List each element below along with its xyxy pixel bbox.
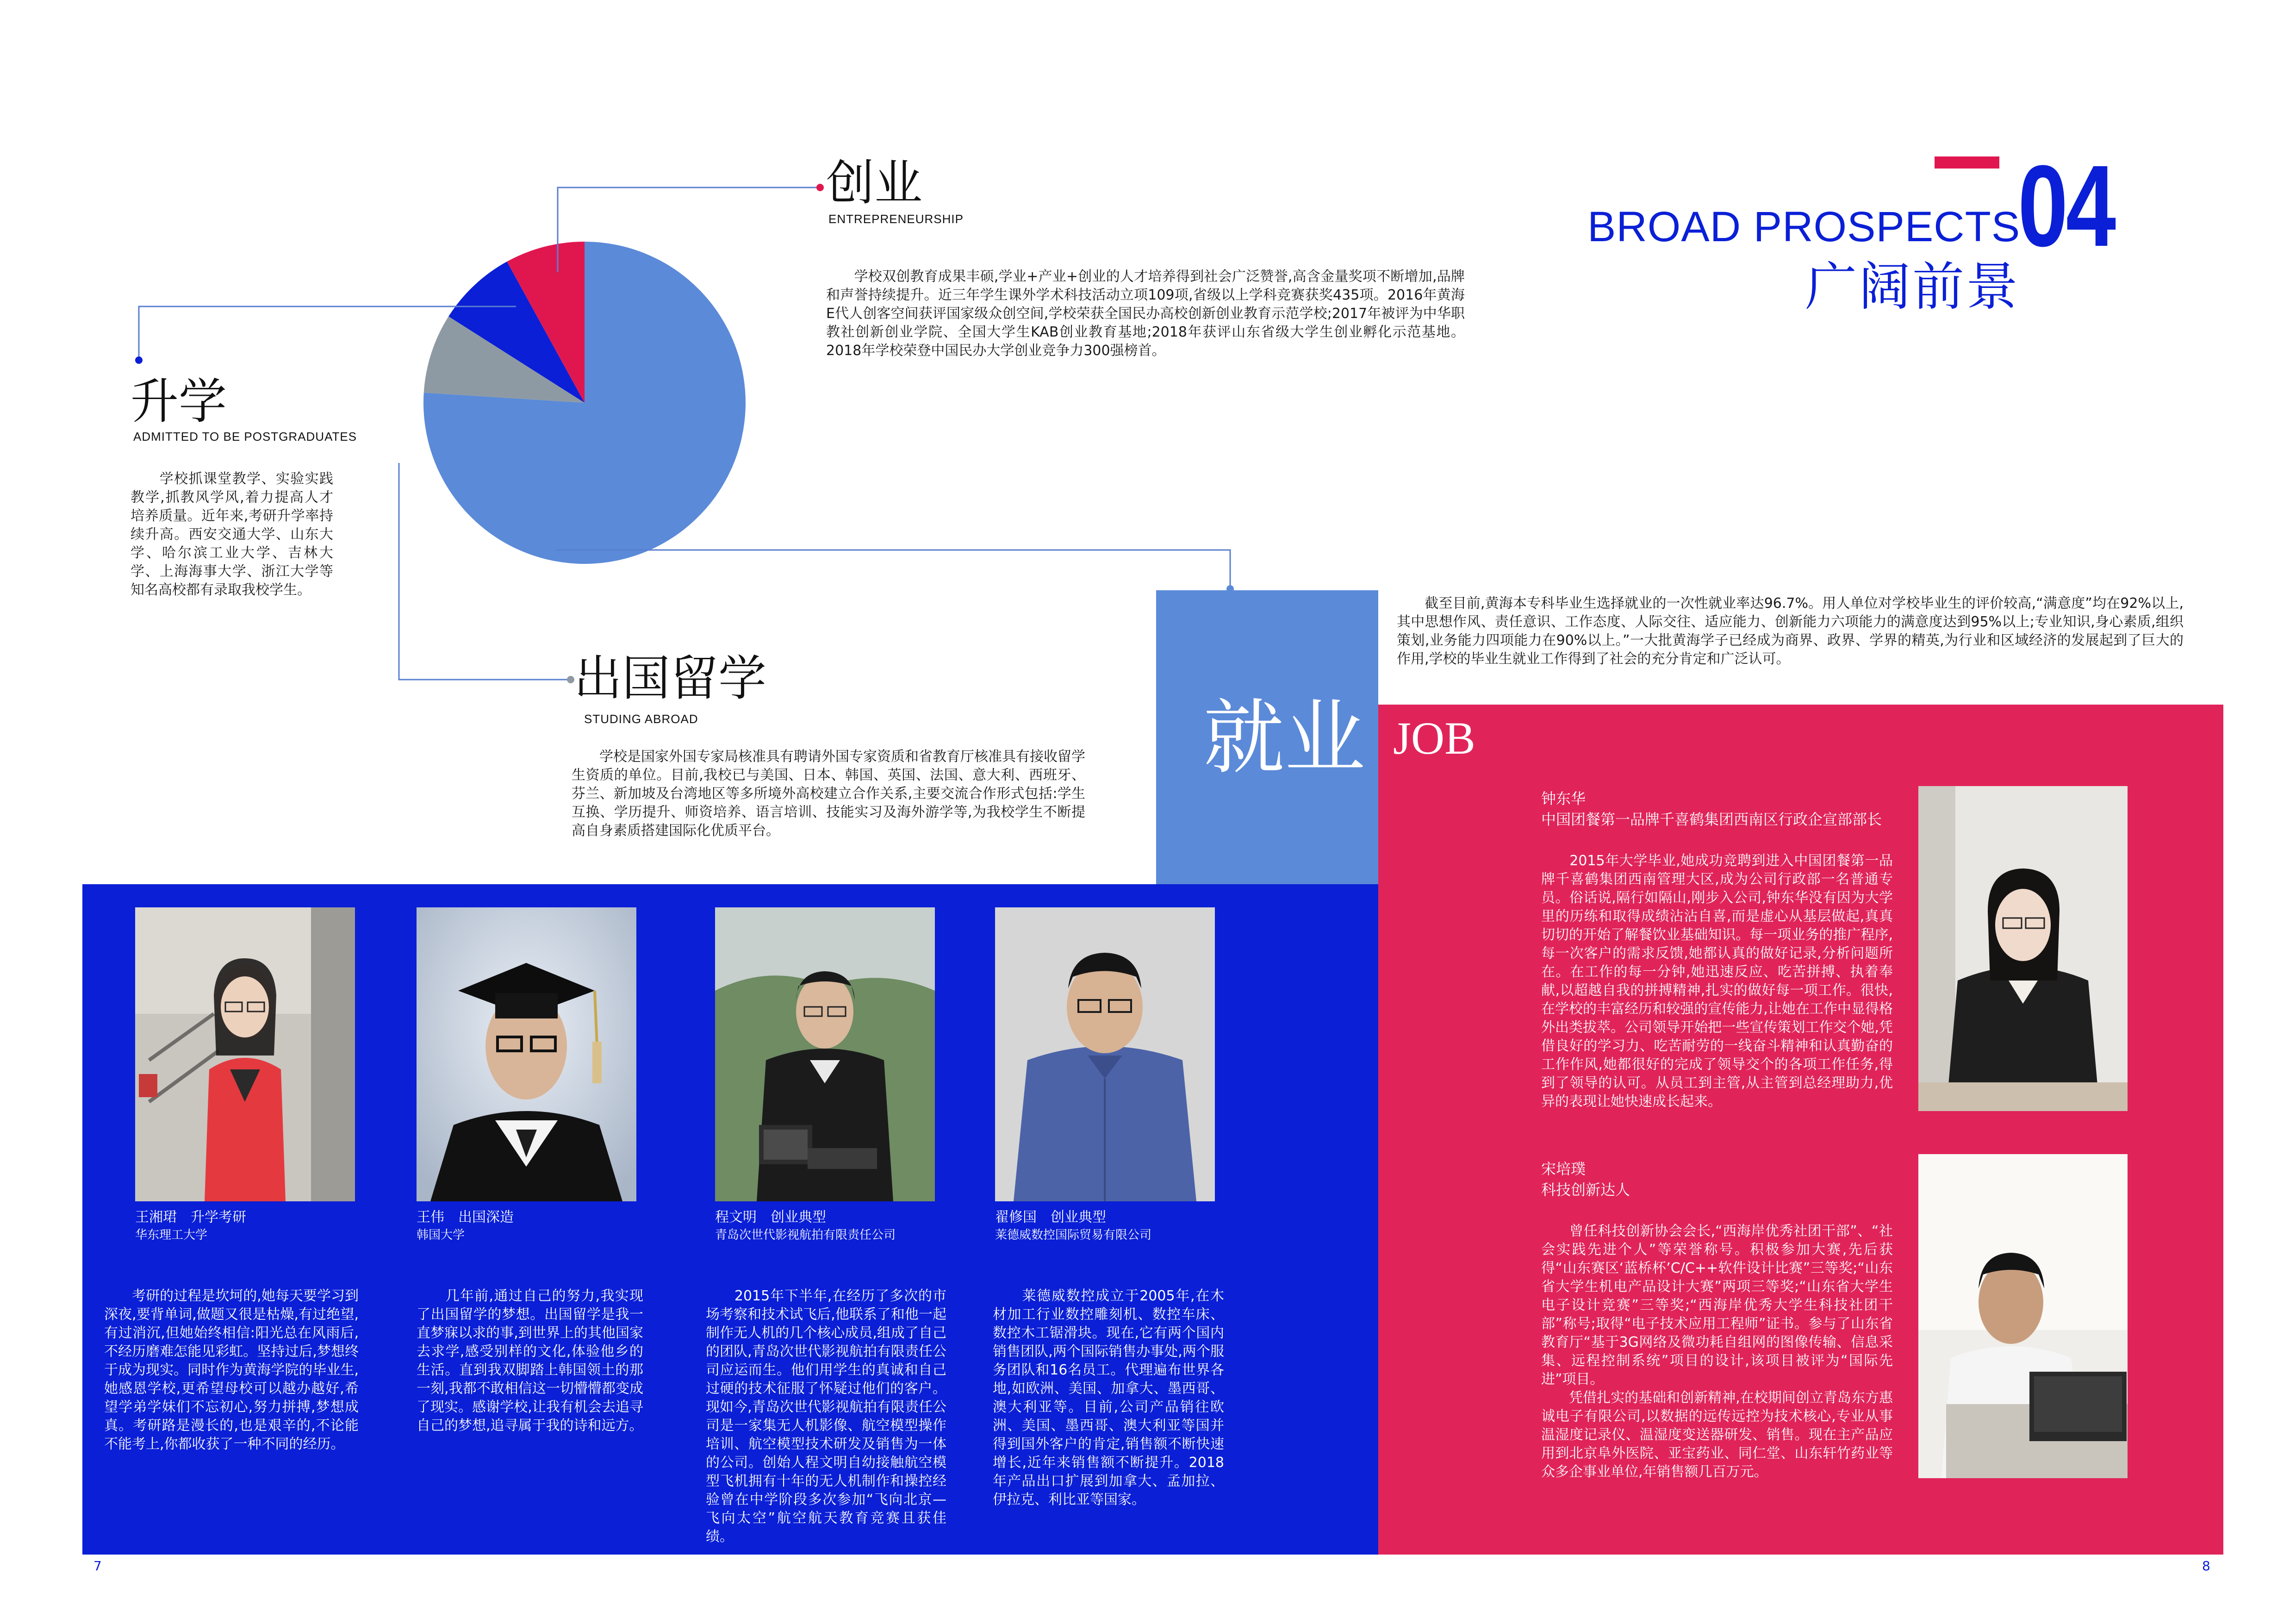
profile-org: 华东理工大学 [135,1228,208,1242]
profile-text: 2015年下半年,在经历了多次的市场考察和技术试飞后,他联系了和他一起制作无人机的几个核心成员,组成了自己的团队,青岛次世代影视航拍有限责任公司应运而生。他们用学生的真诚和自己过硬的技术征服了怀疑过他们的客户。现如今,青岛次世代影视航拍有限责任公司是一家集无人机影像、航空模型操作培训、航空模型技术研发及销售为一体的公司。创始人程文明自幼接触航空模型飞机拥有十年的无人机制作和操控经验曾在中学阶段多次参加“飞向北京—飞向太空”航空航天教育竞赛且获佳绩。 [706,1288,946,1545]
chuangye-subtitle: ENTREPRENEURSHIP [828,212,964,226]
header-title-en: BROAD PROSPECTS [1587,203,2021,250]
profile-org: 莱德威数控国际贸易有限公司 [995,1228,1152,1242]
profile-text: 莱德威数控成立于2005年,在木材加工行业数控雕刻机、数控车床、数控木工锯滑块。现在,它有两个国内销售团队,两个国际销售办事处,两个服务团队和16名员工。代理遍布世界各地,如欧洲、美国、加拿大、墨西哥、澳大利亚等。目前,公司产品销往欧洲、美国、墨西哥、澳大利亚等国并得到国外客户的肯定,销售额不断快速增长,近年来销售额不断提升。2018年产品出口扩展到加拿大、孟加拉、伊拉克、利比亚等国家。 [993,1288,1224,1508]
header-number: 04 [2018,141,2114,270]
job-profile-position: 科技创新达人 [1541,1181,1630,1199]
profile-text: 几年前,通过自己的努力,我实现了出国留学的梦想。出国留学是我一直梦寐以求的事,到世界上的其他国家去求学,感受别样的文化,体验他乡的生活。直到我双脚踏上韩国领土的那一刻,我都不敢相信这一切懵懵都变成了现实。感谢学校,让我有机会去追寻自己的梦想,追寻属于我的诗和远方。 [417,1288,643,1434]
dot-chuangye [816,184,824,191]
pie-slices [423,242,746,564]
chuguo-subtitle: STUDING ABROAD [584,712,698,726]
profile-card [417,1208,648,1243]
chuangye-title: 创业 [826,155,923,211]
job-profile-position: 中国团餐第一品牌千喜鹤集团西南区行政企宣部部长 [1541,811,1882,828]
chuangye-text: 学校双创教育成果丰硕,学业+产业+创业的人才培养得到社会广泛赞誉,高含金量奖项不断增加,品牌和声誉持续提升。近三年学生课外学术科技活动立项109项,省级以上学科竞赛获奖435项。2016年黄海E代人创客空间获评国家级众创空间,学校荣获全国民办高校创新创业教育示范学校;2017年被评为中华职教社创新创业学院、全国大学生KAB创业教育基地;2018年获评山东省级大学生创业孵化示范基地。2018年学校荣登中国民办大学创业竞争力300强榜首。 [826,269,1465,359]
shengxue-text: 学校抓课堂教学、实验实践教学,抓教风学风,着力提高人才培养质量。近年来,考研升学率持续升高。西安交通大学、山东大学、哈尔滨工业大学、吉林大学、上海海事大学、浙江大学等知名高校都有录取我校学生。 [131,471,333,598]
profile-org: 青岛次世代影视航拍有限责任公司 [715,1228,896,1242]
shengxue-subtitle: ADMITTED TO BE POSTGRADUATES [133,430,357,443]
chuguo-text: 学校是国家外国专家局核准具有聘请外国专家资质和省教育厅核准具有接收留学生资质的单位。目前,我校已与美国、日本、韩国、英国、法国、意大利、西班牙、芬兰、新加坡及台湾地区等多所境外高校建立合作关系,主要交流合作形式包括:学生互换、学历提升、师资培养、语言培训、技能实习及海外游学等,为我校学生不断提高自身素质搭建国际化优质平台。 [572,749,1085,839]
connector-jiuye [555,550,1230,590]
header-title-cn: 广阔前景 [1805,257,2020,317]
page-number-right: 8 [2202,1558,2210,1574]
jiuye-text: 截至目前,黄海本专科毕业生选择就业的一次性就业率达96.7%。用人单位对学校毕业生的评价较高,“满意度”均在92%以上,其中思想作风、责任意识、工作态度、人际交往、适应能力、创新能力六项能力的满意度达到95%以上;专业知识,身心素质,组织策划,业务能力四项能力在90%以上。”一大批黄海学子已经成为商界、政界、学界的精英,为行业和区域经济的发展起到了巨大的作用,学校的毕业生就业工作得到了社会的充分肯定和广泛认可。 [1397,595,2184,667]
page-number-left: 7 [93,1558,102,1574]
photo-zhai-xiuguo [995,907,1215,1201]
profile-card [135,1208,367,1243]
dot-chuguo [567,676,574,683]
chuguo-title: 出国留学 [574,650,767,706]
photo-cheng-wenming [715,907,935,1201]
job-title-en: JOB [1393,712,1475,764]
photo-zhong-donghua [1918,786,2128,1111]
job-profile-name: 钟东华 [1541,790,1586,807]
profile-name: 王伟 出国深造 [417,1209,514,1225]
job-profile-text: 曾任科技创新协会会长,“西海岸优秀社团干部”、“社会实践先进个人”等荣誉称号。积极参加大赛,先后获得“山东赛区‘蓝桥杯’C/C++软件设计比赛”三等奖;“山东省大学生机电产品设计大赛”两项三等奖;“山东省大学生电子设计竞赛”三等奖;“西海岸优秀大学生科技社团干部”称号;取得“电子技术应用工程师”证书。参与了山东省教育厅“基于3G网络及微功耗自组网的图像传输、信息采集、远程控制系统”项目的设计,该项目被评为“国际先进”项目。 凭借扎实的基础和创新精神,在校期间创立青岛东方惠诚电子有限公司,以数据的远传远控为技术核心,专业从事温湿度记录仪、温湿度变送器研发、销售。现在主产品应用到北京阜外医院、亚宝药业、同仁堂、山东轩竹药业等众多企事业单位,年销售额几百万元。 [1541,1223,1893,1480]
profile-card [995,1208,1254,1243]
profile-name: 翟修国 创业典型 [995,1209,1106,1225]
job-profile-text: 2015年大学毕业,她成功竞聘到进入中国团餐第一品牌千喜鹤集团西南管理大区,成为公司行政部一名普通专员。俗话说,隔行如隔山,刚步入公司,钟东华没有因为大学里的历练和取得成绩沾沾自喜,而是虚心从基层做起,真真切切的开始了解餐饮业基础知识。每一项业务的推广程序,每一次客户的需求反馈,她都认真的做好记录,分析问题所在。在工作的每一分钟,她迅速反应、吃苦拼搏、执着奉献,以超越自我的拼搏精神,扎实的做好每一项工作。很快,在学校的丰富经历和较强的宣传能力,让她在工作中显得格外出类拔萃。公司领导开始把一些宣传策划工作交个她,凭借良好的学习力、吃苦耐劳的一线奋斗精神和认真勤奋的工作作风,她都很好的完成了领导交个的各项工作任务,得到了领导的认可。从员工到主管,从主管到总经理助力,优异的表现让她快速成长起来。 [1541,853,1893,1110]
photo-wang-wei [417,907,636,1201]
profile-text: 考研的过程是坎坷的,她每天要学习到深夜,要背单词,做题又很是枯燥,有过绝望,有过消沉,但她始终相信:阳光总在风雨后,不经历磨难怎能见彩虹。坚持过后,梦想终于成为现实。同时作为黄海学院的毕业生,她感恩学校,更希望母校可以越办越好,希望学弟学妹们不忘初心,努力拼搏,梦想成真。考研路是漫长的,也是艰辛的,不论能不能考上,你都收获了一种不同的经历。 [104,1288,359,1452]
header-accent-bar [1935,156,1999,169]
dot-shengxue [135,356,143,364]
job-profile-name: 宋培璞 [1541,1160,1586,1178]
profile-name: 王湘珺 升学考研 [135,1209,246,1225]
photo-song-peipu [1918,1154,2128,1478]
shengxue-title: 升学 [131,373,227,430]
profile-card [715,1208,974,1243]
photo-wang-xiangjun [135,907,355,1201]
profile-name: 程文明 创业典型 [715,1209,826,1225]
profile-org: 韩国大学 [417,1228,465,1242]
jiuye-title: 就业 [1203,691,1365,785]
